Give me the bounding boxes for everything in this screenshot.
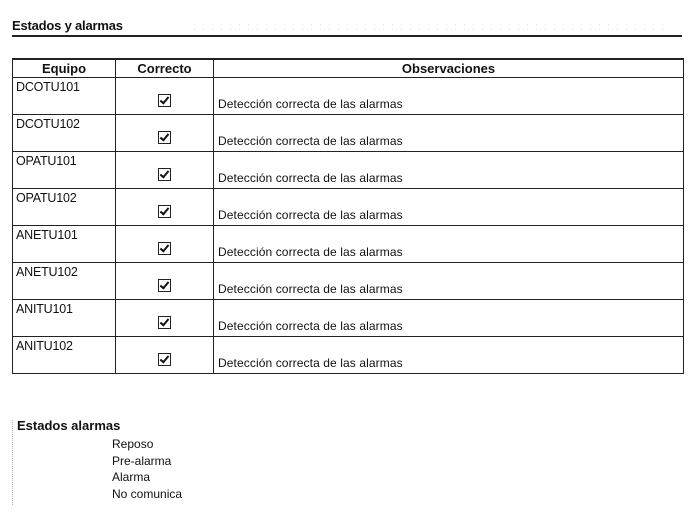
observaciones-cell [214, 263, 684, 300]
equipo-name: ANETU102 [16, 265, 78, 279]
table-row [13, 78, 684, 115]
correcto-cell [116, 189, 214, 226]
status-table [12, 58, 684, 374]
scan-noise [190, 22, 670, 32]
table-row [13, 300, 684, 337]
observaciones-cell [214, 152, 684, 189]
observaciones-text: Detección correcta de las alarmas [218, 245, 403, 259]
checkbox-checked-icon[interactable] [158, 279, 171, 292]
correcto-cell [116, 115, 214, 152]
equipo-name: ANITU102 [16, 339, 73, 353]
checkbox-checked-icon[interactable] [158, 94, 171, 107]
legend-item-alarma: Alarma [112, 470, 151, 484]
correcto-cell [116, 337, 214, 374]
table-row [13, 337, 684, 374]
checkbox-checked-icon[interactable] [158, 316, 171, 329]
checkbox-checked-icon[interactable] [158, 353, 171, 366]
checkbox-checked-icon[interactable] [158, 168, 171, 181]
legend-item-no-comunica: No comunica [112, 486, 183, 501]
equipo-cell [13, 78, 116, 115]
legend-item-reposo: Reposo [112, 437, 154, 451]
table-row [13, 189, 684, 226]
table-row [13, 115, 684, 152]
checkbox-checked-icon[interactable] [158, 205, 171, 218]
observaciones-text: Detección correcta de las alarmas [218, 319, 403, 333]
observaciones-text: Detección correcta de las alarmas [218, 282, 403, 296]
checkbox-checked-icon[interactable] [158, 242, 171, 255]
table-row [13, 263, 684, 300]
observaciones-text: Detección correcta de las alarmas [218, 134, 403, 148]
margin-guide [12, 420, 13, 505]
table-row [13, 226, 684, 263]
legend-title: Estados alarmas [17, 418, 121, 433]
correcto-cell [116, 300, 214, 337]
table-header-row [13, 59, 684, 78]
equipo-cell [13, 115, 116, 152]
column-header-correcto: Correcto [116, 59, 214, 78]
equipo-name: DCOTU102 [16, 117, 80, 131]
correcto-cell [116, 78, 214, 115]
column-header-observaciones: Observaciones [214, 59, 684, 78]
page-title: Estados y alarmas [12, 18, 123, 33]
observaciones-cell [214, 78, 684, 115]
observaciones-cell [214, 226, 684, 263]
equipo-cell [13, 300, 116, 337]
correcto-cell [116, 226, 214, 263]
equipo-name: DCOTU101 [16, 80, 80, 94]
observaciones-text: Detección correcta de las alarmas [218, 356, 403, 370]
equipo-name: OPATU102 [16, 191, 77, 205]
correcto-cell [116, 263, 214, 300]
equipo-name: OPATU101 [16, 154, 77, 168]
observaciones-cell [214, 115, 684, 152]
checkbox-checked-icon[interactable] [158, 131, 171, 144]
observaciones-text: Detección correcta de las alarmas [218, 208, 403, 222]
observaciones-text: Detección correcta de las alarmas [218, 171, 403, 185]
observaciones-cell [214, 300, 684, 337]
observaciones-text: Detección correcta de las alarmas [218, 97, 403, 111]
table-row [13, 152, 684, 189]
equipo-cell [13, 263, 116, 300]
legend-list [112, 436, 182, 502]
column-header-equipo: Equipo [13, 59, 116, 78]
equipo-cell [13, 189, 116, 226]
observaciones-cell [214, 189, 684, 226]
equipo-cell [13, 152, 116, 189]
title-divider [12, 35, 682, 37]
equipo-name: ANETU101 [16, 228, 78, 242]
equipo-cell [13, 226, 116, 263]
correcto-cell [116, 152, 214, 189]
legend-item-pre-alarma: Pre-alarma [112, 453, 172, 468]
equipo-cell [13, 337, 116, 374]
observaciones-cell [214, 337, 684, 374]
equipo-name: ANITU101 [16, 302, 73, 316]
